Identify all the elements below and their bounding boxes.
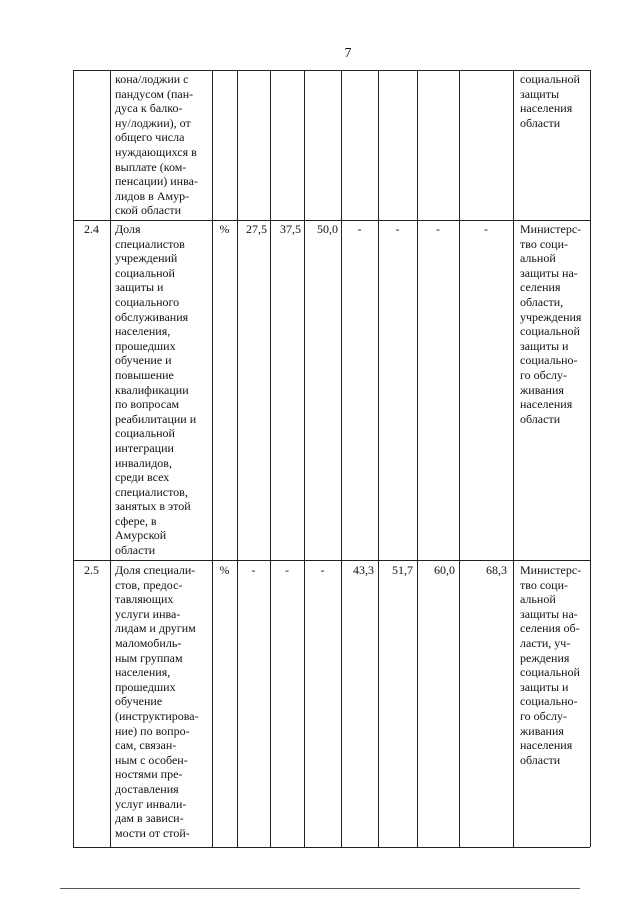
table-cell-value: 27,5 xyxy=(246,222,267,236)
column-divider xyxy=(513,70,514,847)
column-divider xyxy=(237,70,238,847)
table-cell-value: 50,0 xyxy=(317,222,338,236)
table-cell-value: 60,0 xyxy=(434,563,455,577)
table-cell-value: 68,3 xyxy=(486,563,507,577)
table-cell-number: 2.5 xyxy=(84,563,99,577)
table-cell-value: - xyxy=(484,222,488,236)
table-cell-executor: Министерс- тво соци- альной защиты на- селения области, учреждения социальной защиты и социально- го обслу- живания населения области xyxy=(520,222,582,426)
column-divider xyxy=(590,70,591,847)
table-cell-number: 2.4 xyxy=(84,222,99,236)
column-divider xyxy=(270,70,271,847)
table-cell-unit: % xyxy=(219,563,230,577)
table-cell-value: - xyxy=(436,222,440,236)
column-divider xyxy=(304,70,305,847)
table-cell-indicator: Доля специалистов учреждений социальной защиты и социального обслуживания населения, прошедших обучение и повышение квалификации по вопросам реабилитации и социальной интеграции инвалидов, среди всех специалистов, занятых в этой сфере, в Амурской области xyxy=(115,222,197,558)
column-divider xyxy=(212,70,213,847)
table-cell-executor: Министерс- тво соци- альной защиты на- селения об- ласти, уч- реждения социальной защиты и социально- го обслу- живания населения области xyxy=(520,563,582,767)
table-cell-indicator: кона/лоджии с пандусом (пан- дуса к балко- ну/лоджии), от общего числа нуждающихся в выплате (ком- пенсации) инва- лидов в Амур- ской области xyxy=(115,72,198,218)
column-divider xyxy=(459,70,460,847)
table-cell-value: - xyxy=(357,222,362,236)
column-divider xyxy=(73,70,74,847)
table-cell-value: - xyxy=(395,222,400,236)
table-cell-value: - xyxy=(320,563,325,577)
table-cell-value: 37,5 xyxy=(280,222,301,236)
column-divider xyxy=(110,70,111,847)
column-divider xyxy=(341,70,342,847)
table-cell-value: 43,3 xyxy=(353,563,374,577)
table-cell-value: 51,7 xyxy=(392,563,413,577)
page-bottom-edge xyxy=(60,888,580,889)
page-number: 7 xyxy=(344,46,352,61)
table-cell-value: - xyxy=(285,563,289,577)
table-cell-executor: социальной защиты населения области xyxy=(520,72,580,130)
table-border-bottom xyxy=(73,847,590,848)
table-cell-unit: % xyxy=(219,222,230,236)
table-cell-indicator: Доля специали- стов, предос- тавляющих услуги инва- лидам и другим маломобиль- ным группам населения, прошедших обучение (инструктирова- ние) по вопро- сам, связан- ным с особен- ностями пре- доставления услуг инвали- дам в зависи- мости от стой- xyxy=(115,563,199,840)
column-divider xyxy=(417,70,418,847)
column-divider xyxy=(378,70,379,847)
table-cell-value: - xyxy=(251,563,256,577)
